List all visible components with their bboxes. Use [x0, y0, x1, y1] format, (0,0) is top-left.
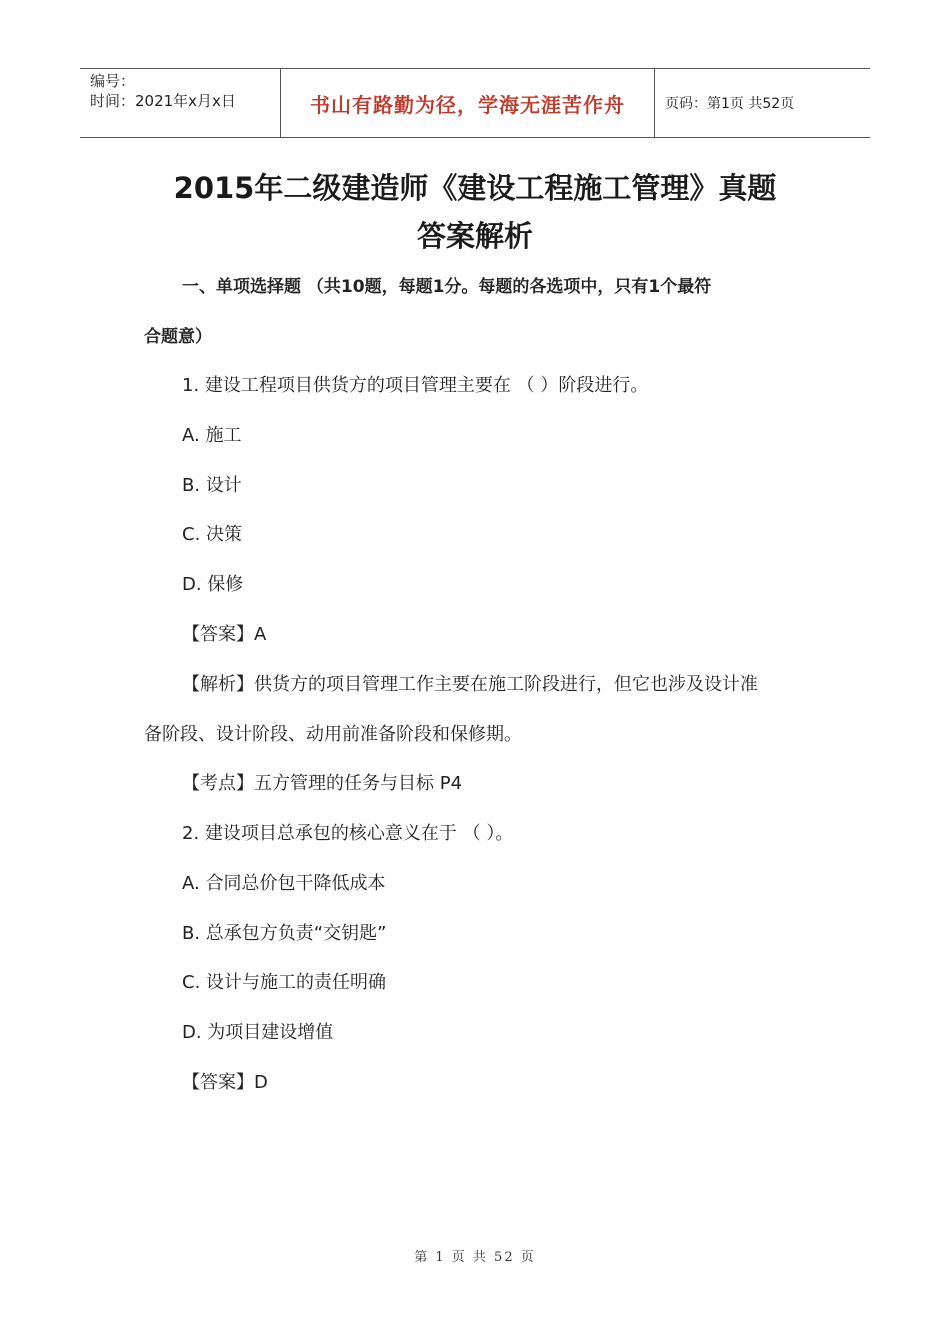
page-footer: 第 1 页 共 52 页 — [414, 1250, 536, 1265]
header-motto-cell — [281, 69, 655, 137]
question-2-option-d: D. 为项目建设增值 — [182, 1022, 334, 1043]
question-1-option-c: C. 决策 — [182, 524, 243, 545]
question-1-stem: 1. 建设工程项目供货方的项目管理主要在 （ ）阶段进行。 — [182, 375, 649, 396]
question-2-option-b: B. 总承包方负责“交钥匙” — [182, 923, 387, 944]
question-1-point: 【考点】五方管理的任务与目标 P4 — [182, 773, 463, 794]
time-label: 时间：2021年x月x日 — [90, 92, 236, 110]
section-heading-line1: 一、单项选择题 （共10题，每题1分。每题的各选项中，只有1个最符 — [182, 277, 712, 297]
question-1-option-b: B. 设计 — [182, 475, 242, 496]
question-1-analysis-line2: 备阶段、设计阶段、动用前准备阶段和保修期。 — [144, 724, 522, 745]
header-meta-cell — [80, 69, 281, 137]
question-1-answer: 【答案】A — [182, 624, 267, 645]
document-header — [80, 68, 870, 138]
page-info: 页码：第1页 共52页 — [665, 96, 795, 112]
question-2-answer: 【答案】D — [182, 1072, 268, 1093]
question-1-option-d: D. 保修 — [182, 574, 244, 595]
document-title-line2: 答案解析 — [416, 219, 533, 253]
header-page-cell — [655, 69, 870, 137]
question-2-option-c: C. 设计与施工的责任明确 — [182, 972, 387, 993]
question-1-analysis-line1: 【解析】供货方的项目管理工作主要在施工阶段进行，但它也涉及设计准 — [182, 674, 758, 695]
code-label: 编号： — [90, 72, 136, 90]
document-title-line1: 2015年二级建造师《建设工程施工管理》真题 — [173, 171, 777, 205]
question-2-option-a: A. 合同总价包干降低成本 — [182, 873, 386, 894]
question-2-stem: 2. 建设项目总承包的核心意义在于 （ ）。 — [182, 823, 514, 844]
motto-text: 书山有路勤为径，学海无涯苦作舟 — [310, 92, 625, 117]
section-heading-line2: 合题意） — [144, 327, 212, 347]
question-1-option-a: A. 施工 — [182, 425, 242, 446]
